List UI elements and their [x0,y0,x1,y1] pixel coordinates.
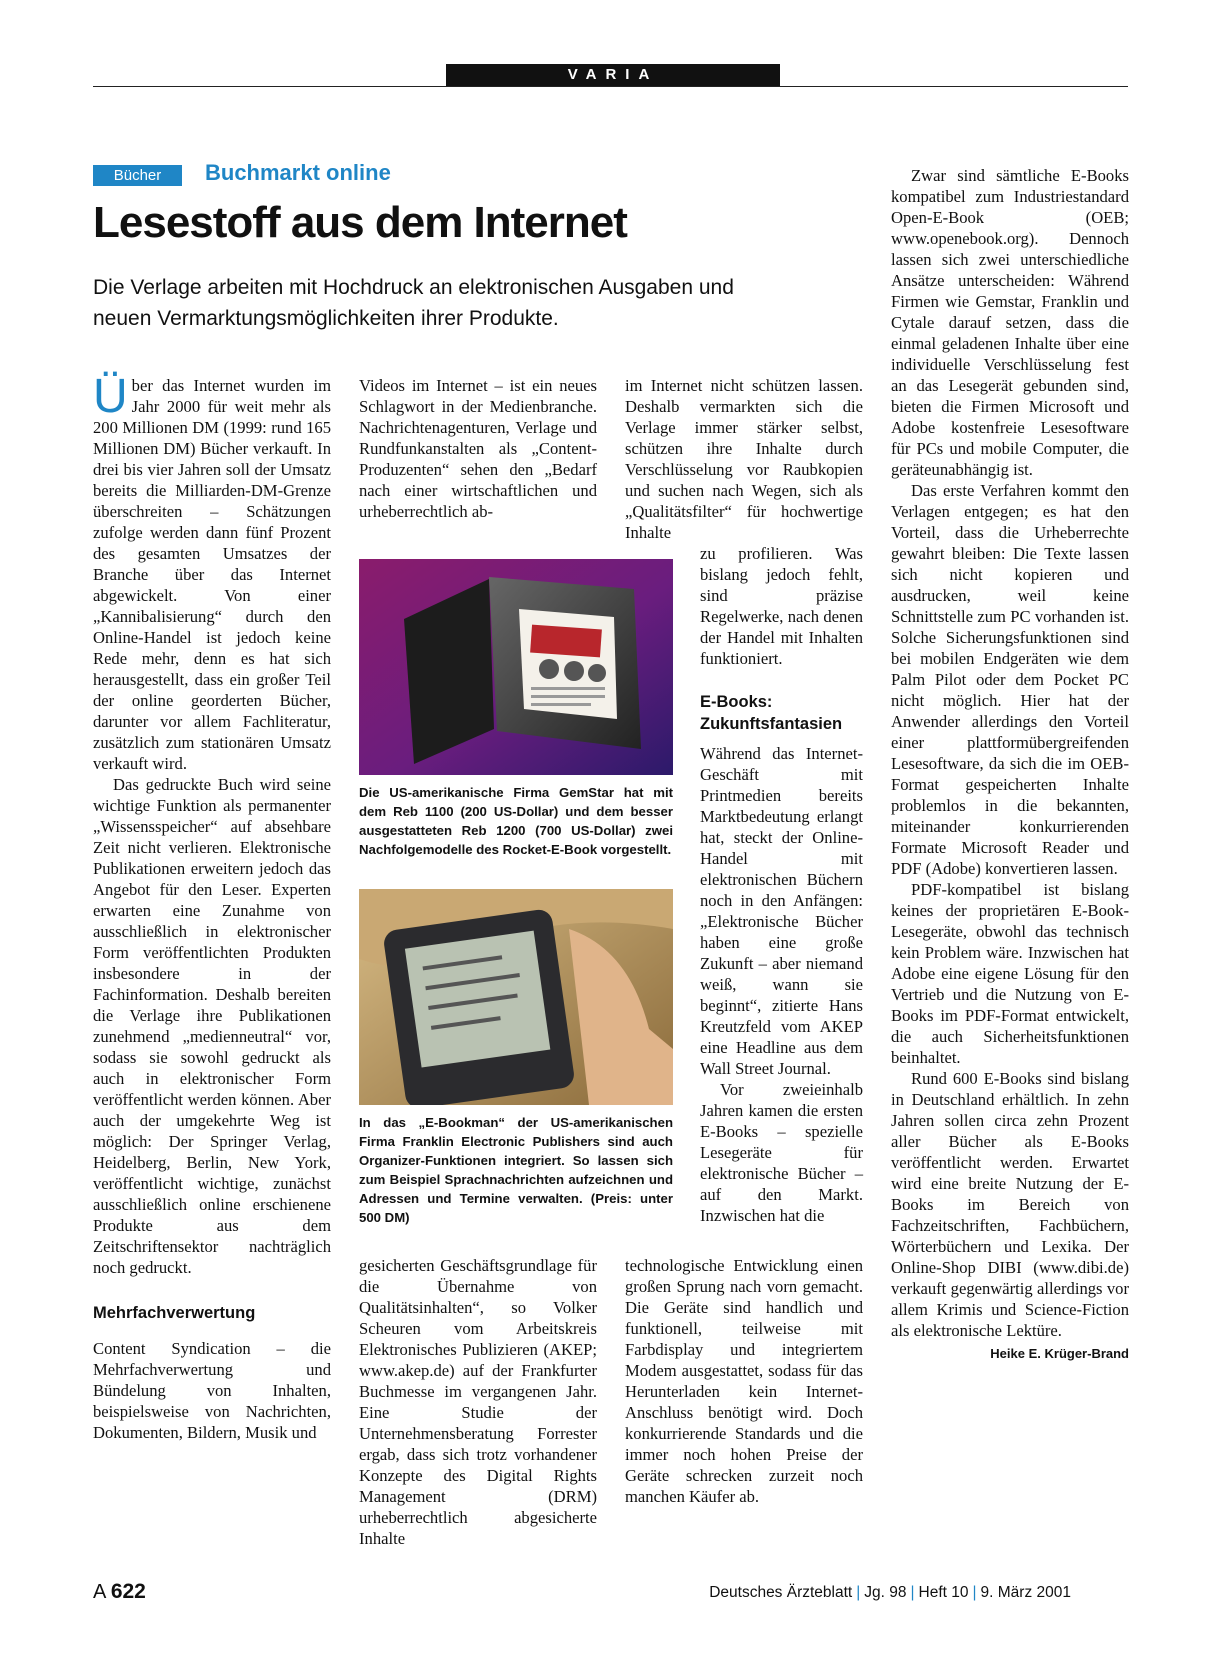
column-3-bottom [625,1255,863,1507]
footer-separator: | [972,1584,977,1601]
footer-separator: | [910,1584,915,1601]
paragraph-text: Rund 600 E-Books sind bislang in Deutschland erhältlich. In zehn Jahren sollen circa zehn Prozent aller Bücher als E-Books veröffentlicht werden. Erwartet wird eine breite Nutzung der E-Books im Bereich von Fachzeitschriften, Fachbüchern, Wörterbüchern und Lexika. Der Online-Shop DIBI (www.dibi.de) verkauft gegenwärtig allerdings vor allem Krimis und Science-Fiction als elektronische Lektüre. [891,1069,1129,1340]
drop-cap: Ü [93,370,128,423]
paragraph: Während das Internet-Geschäft mit Printmedien bereits Marktbedeutung erlangt hat, steckt der Online-Handel mit elektronischen Büchern noch in den Anfängen: „Elektronische Bücher haben eine große Zukunft – aber niemand weiß, wann sie beginnt“, zitierte Hans Kreutzfeld vom AKEP eine Headline aus dem Wall Street Journal. [700,744,863,1078]
paragraph: Vor zweieinhalb Jahren kamen die ersten E-Books – spezielle Lesegeräte für elektronische Bücher – auf den Markt. Inzwischen hat die [700,1080,863,1225]
column-1 [93,370,331,1443]
ebookman-device-image [359,889,673,1105]
subheading: E-Books: Zukunftsfantasien [700,693,843,733]
author-byline: Heike E. Krüger-Brand [990,1346,1129,1361]
paragraph: gesicherten Geschäftsgrundlage für die Übernahme von Qualitätsinhalten“, so Volker Scheuren vom Arbeitskreis Elektronisches Publizieren (AKEP; www.akep.de) auf der Frankfurter Buchmesse im vergangenen Jahr. Eine Studie der Unternehmensberatung Forrester ergab, dass sich trotz vorhandener Konzepte des Digital Rights Management (DRM) urheberrechtlich abgesicherte Inhalte [359,1256,597,1548]
column-3-top [625,375,863,543]
kicker: Buchmarkt online [205,160,391,185]
paragraph: im Internet nicht schützen lassen. Deshalb vermarkten sich die Verlage immer stärker selbst, schützen ihre Inhalte durch Verschlüsselung vor Raubkopien und suchen nach Wegen, sich als „Qualitätsfilter“ für hochwertige Inhalte [625,376,863,542]
paragraph: Das erste Verfahren kommt den Verlagen entgegen; es hat den Vorteil, dass die Urheberrechte gewahrt bleiben: Die Texte lassen sich nicht kopieren und ausdrucken, weil keine Schnittstelle zum PC vorhanden ist. Solche Sicherungsfunktionen sind bei mobilen Endgeräten wie dem Palm Pilot oder dem Pocket PC nicht möglich. Hier hat der Anwender allerdings den Vorteil einer plattformübergreifenden Lesesoftware, da sich die im OEB-Format gespeicherten Inhalte problemlos in die bekannten, miteinander konkurrierenden Formate Microsoft Reader und PDF (Adobe) konvertieren lassen. [891,481,1129,878]
column-2-bottom [359,1255,597,1549]
column-3-narrow [700,543,863,1226]
paragraph-text: ber das Internet wurden im Jahr 2000 für weit mehr als 200 Millionen DM (1999: rund 165 Millionen DM) Bücher verkauft. In drei bis vier Jahren soll der Umsatz bereits die Milliarden-DM-Grenze überschreiten – Schätzungen zufolge werden dann fünf Prozent des gesamten Umsatzes der Branche über das Internet abgewickelt. Von einer „Kannibalisierung“ durch den Online-Handel ist jedoch keine Rede mehr, denn es hat sich herausgestellt, dass ein großer Teil der online georderten Bücher, darunter vor allem Fachliteratur, zusätzlich zum stationären Umsatz verkauft wird. [93,376,331,773]
gemstar-device-image [359,559,673,775]
journal-issue: Heft 10 [918,1584,969,1601]
paragraph: Content Syndication – die Mehrfachverwertung und Bündelung von Inhalten, beispielsweise von Nachrichten, Dokumenten, Bildern, Musik und [93,1339,331,1442]
photo-caption: Die US-amerikanische Firma GemStar hat mit dem Reb 1100 (200 US-Dollar) und dem besser ausgestatteten Reb 1200 (700 US-Dollar) zwei Nachfolgemodelle des Rocket-E-Book vorgestellt. [359,785,673,857]
category-tag: Bücher [93,165,182,186]
journal-name: Deutsches Ärzteblatt [709,1584,853,1601]
folio-prefix: A [93,1581,106,1603]
paragraph: Das gedruckte Buch wird seine wichtige Funktion als permanenter „Wissensspeicher“ auf absehbare Zeit nicht verlieren. Elektronische Publikationen erweitern jedoch das Angebot für den Leser. Experten erwarten eine Zunahme von ausschließlich in elektronischer Form veröffentlichten Produkten insbesondere in der Fachinformation. Deshalb bereiten die Verlage ihre Publikationen zunehmend „medienneutral“ vor, sodass sie sowohl gedruckt als auch in elektronischer Form veröffentlicht werden können. Aber auch der umgekehrte Weg ist möglich: Der Springer Verlag, Heidelberg, Berlin, New York, veröffentlicht wichtige, zunächst ausschließlich online erschienene Produkte aus dem Zeitschriftensektor nachträglich noch gedruckt. [93,775,331,1277]
section-label: VARIA [446,64,780,86]
folio-number: 622 [110,1580,146,1603]
footer-separator: | [856,1584,861,1601]
journal-date: 9. März 2001 [980,1584,1071,1601]
paragraph [891,1068,1129,1361]
ebook-reader-photo [359,559,673,775]
column-2-top [359,375,597,522]
paragraph: Zwar sind sämtliche E-Books kompatibel zum Industriestandard Open-E-Book (OEB; www.openebook.org). Dennoch lassen sich zwei unterschiedliche Ansätze unterscheiden: Während Firmen wie Gemstar, Franklin und Cytale darauf setzen, dass die einmal geladenen Inhalte über eine individuelle Verschlüsselung fest an das Lesegerät gebunden sind, bieten die Firmen Microsoft und Adobe kostenfreie Lesesoftware für PCs und mobile Computer, die geräteunabhängig ist. [891,166,1129,479]
header-rule [93,86,1128,87]
column-4 [891,165,1129,1364]
journal-footer [709,1584,1071,1602]
paragraph [93,370,331,774]
paragraph: technologische Entwicklung einen großen Sprung nach vorn gemacht. Die Geräte sind handlich und funktionell, teilweise mit Farbdisplay und integriertem Modem ausgestattet, sodass für das Herunterladen kein Internet-Anschluss benötigt wird. Doch konkurrierende Standards und die immer noch hohen Preise der Geräte schrecken zurzeit noch manchen Käufer ab. [625,1256,863,1506]
paragraph: PDF-kompatibel ist bislang keines der proprietären E-Book-Lesegeräte, obwohl das technisch kein Problem wäre. Inzwischen hat Adobe eine eigene Lösung für den Vertrieb und die Nutzung von E-Books im PDF-Format entwickelt, die auch Sicherheitsfunktionen beinhaltet. [891,880,1129,1067]
paragraph: zu profilieren. Was bislang jedoch fehlt, sind präzise Regelwerke, nach denen der Handel mit Inhalten funktioniert. [700,544,863,668]
page-number [93,1580,146,1604]
photo-caption: In das „E-Bookman“ der US-amerikanischen Firma Franklin Electronic Publishers sind auch Organizer-Funktionen integriert. So lassen sich zum Beispiel Sprachnachrichten aufzeichnen und Adressen und Termine verwalten. (Preis: unter 500 DM) [359,1115,673,1225]
headline: Lesestoff aus dem Internet [93,198,627,247]
lead-paragraph: Die Verlage arbeiten mit Hochdruck an elektronischen Ausgaben und neuen Vermarktungsmöglichkeiten ihrer Produkte. [93,276,734,330]
subheading: Mehrfachverwertung [93,1304,256,1322]
ebookman-photo [359,889,673,1105]
journal-volume: Jg. 98 [864,1584,907,1601]
paragraph: Videos im Internet – ist ein neues Schlagwort in der Medienbranche. Nachrichtenagenturen, Verlage und Rundfunkanstalten als „Content-Produzenten“ sehen den „Bedarf nach einer wirtschaftlichen und urheberrechtlich ab- [359,376,597,521]
